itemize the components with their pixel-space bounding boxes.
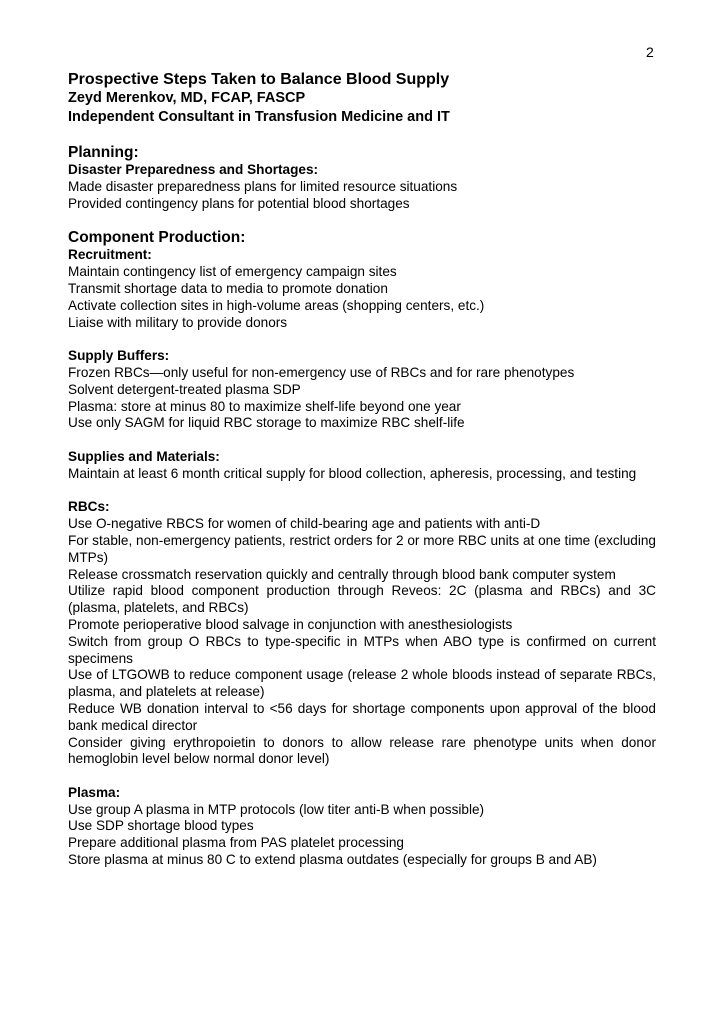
list-item: Promote perioperative blood salvage in conjunction with anesthesiologists bbox=[68, 616, 513, 632]
list-item: Utilize rapid blood component production through Reveos: 2C (plasma and RBCs) and 3C (plasma, platelets, and RBCs) bbox=[68, 583, 656, 616]
list-item: Prepare additional plasma from PAS platelet processing bbox=[68, 835, 404, 851]
list-item: Solvent detergent-treated plasma SDP bbox=[68, 381, 301, 397]
affiliation-line: Independent Consultant in Transfusion Medicine and IT bbox=[68, 109, 450, 125]
list-item: Use O-negative RBCS for women of child-bearing age and patients with anti-D bbox=[68, 516, 541, 532]
list-item: Release crossmatch reservation quickly and centrally through blood bank computer system bbox=[68, 566, 616, 582]
list-item: Use of LTGOWB to reduce component usage (release 2 whole bloods instead of separate RBCs, plasma, and platelets at release) bbox=[68, 667, 656, 700]
subsection-heading-plasma: Plasma: bbox=[68, 784, 121, 800]
page-number: 2 bbox=[646, 44, 654, 60]
list-item: Consider giving erythropoietin to donors to allow release rare phenotype units when donor hemoglobin level below normal donor level) bbox=[68, 734, 656, 767]
list-item: Maintain at least 6 month critical supply for blood collection, apheresis, processing, and testing bbox=[68, 465, 637, 481]
subsection-heading-recruitment: Recruitment: bbox=[68, 247, 152, 263]
list-item: Use only SAGM for liquid RBC storage to maximize RBC shelf-life bbox=[68, 415, 465, 431]
list-item: Made disaster preparedness plans for limited resource situations bbox=[68, 178, 458, 194]
list-item: Plasma: store at minus 80 to maximize shelf-life beyond one year bbox=[68, 398, 461, 414]
list-item: Transmit shortage data to media to promote donation bbox=[68, 280, 388, 296]
subsection-heading-disaster-preparedness: Disaster Preparedness and Shortages: bbox=[68, 162, 319, 177]
list-item: Provided contingency plans for potential blood shortages bbox=[68, 195, 410, 211]
list-item: Use SDP shortage blood types bbox=[68, 818, 254, 834]
list-item: Switch from group O RBCs to type-specific in MTPs when ABO type is confirmed on current specimens bbox=[68, 633, 656, 666]
document-body bbox=[68, 70, 656, 869]
list-item: For stable, non-emergency patients, restrict orders for 2 or more RBC units at one time (excluding MTPs) bbox=[68, 532, 656, 565]
section-heading-planning: Planning: bbox=[68, 144, 139, 161]
author-line: Zeyd Merenkov, MD, FCAP, FASCP bbox=[68, 90, 306, 106]
subsection-heading-supply-buffers: Supply Buffers: bbox=[68, 348, 170, 364]
subsection-heading-rbcs: RBCs: bbox=[68, 499, 110, 515]
list-item: Maintain contingency list of emergency campaign sites bbox=[68, 264, 397, 280]
document-title: Prospective Steps Taken to Balance Blood Supply bbox=[68, 71, 450, 88]
list-item: Activate collection sites in high-volume areas (shopping centers, etc.) bbox=[68, 297, 485, 313]
list-item: Reduce WB donation interval to <56 days for shortage components upon approval of the blood bank medical director bbox=[68, 700, 656, 733]
list-item: Liaise with military to provide donors bbox=[68, 314, 288, 330]
section-heading-component-production: Component Production: bbox=[68, 229, 246, 247]
list-item: Use group A plasma in MTP protocols (low titer anti-B when possible) bbox=[68, 801, 485, 817]
list-item: Store plasma at minus 80 C to extend plasma outdates (especially for groups B and AB) bbox=[68, 852, 597, 868]
list-item: Frozen RBCs—only useful for non-emergency use of RBCs and for rare phenotypes bbox=[68, 364, 575, 380]
subsection-heading-supplies-materials: Supplies and Materials: bbox=[68, 448, 220, 464]
